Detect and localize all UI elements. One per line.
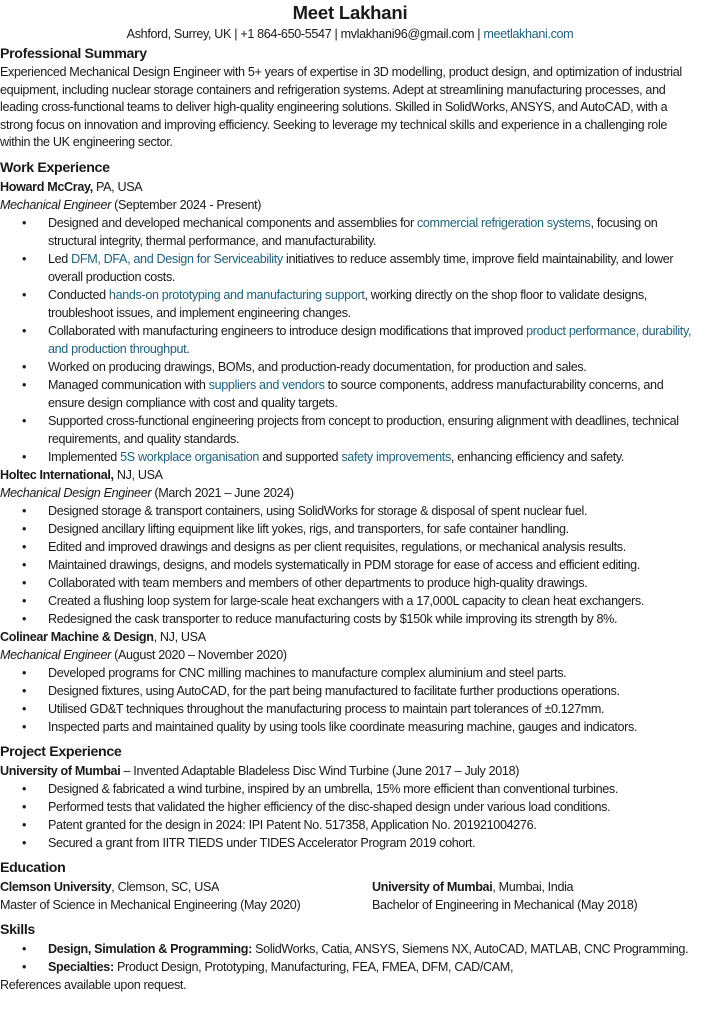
list-item <box>0 358 700 376</box>
bullet-text: to source components, address manufacturability concerns, and ensure design compliance with cost and quality targets. <box>48 377 664 410</box>
bullet-icon: • <box>22 521 27 536</box>
project-description: – Invented Adaptable Bladeless Disc Wind Turbine (June 2017 – July 2018) <box>120 763 520 778</box>
list-item <box>0 780 700 798</box>
list-item <box>0 592 700 610</box>
candidate-name: Meet Lakhani <box>292 2 408 23</box>
job-header <box>0 178 700 196</box>
bullet-text: Worked on producing drawings, BOMs, and production-ready documentation, for production and sales. <box>48 359 587 374</box>
work-heading: Work Experience <box>0 159 110 176</box>
bullet-text: Implemented <box>48 449 121 464</box>
bullet-icon: • <box>22 835 27 850</box>
bullet-text: Led <box>48 251 72 266</box>
list-item <box>0 520 700 538</box>
company-location: , NJ, USA <box>153 629 206 644</box>
phone: +1 864-650-5547 <box>240 27 332 41</box>
bullet-text: , enhancing efficiency and safety. <box>450 449 625 464</box>
project-org: University of Mumbai <box>0 763 121 778</box>
bullet-text: initiatives to reduce assembly time, improve field maintainability, and lower overall production costs. <box>48 251 674 284</box>
school-location: , Mumbai, India <box>492 879 574 894</box>
degree: Bachelor of Engineering in Mechanical (May 2018) <box>372 897 638 912</box>
list-item <box>0 448 700 466</box>
degree: Master of Science in Mechanical Engineering (May 2020) <box>0 897 301 912</box>
list-item <box>0 376 700 412</box>
bullet-text: and supported <box>259 449 342 464</box>
skill-value: Product Design, Prototyping, Manufacturing, FEA, FMEA, DFM, CAD/CAM, <box>113 959 514 974</box>
skill-value: SolidWorks, Catia, ANSYS, Siemens NX, AutoCAD, MATLAB, CNC Programming. <box>251 941 689 956</box>
bullet-text: Collaborated with manufacturing engineers to introduce design modifications that improved <box>48 323 527 338</box>
list-item <box>0 250 700 286</box>
list-item <box>0 610 700 628</box>
website-link[interactable]: meetlakhani.com <box>483 27 574 41</box>
bullet-text: Supported cross-functional engineering projects from concept to production, ensuring alignment with deadlines, technical requirements, and quality standards. <box>48 413 679 446</box>
bullet-text: Edited and improved drawings and designs as per client requisites, regulations, or mechanical analysis results. <box>48 539 626 554</box>
summary-heading: Professional Summary <box>0 46 147 62</box>
list-item <box>0 502 700 520</box>
job-role-line <box>0 196 700 214</box>
highlight-text: DFM, DFA, and Design for Serviceability <box>71 251 283 266</box>
bullet-icon: • <box>22 719 27 734</box>
bullet-icon: • <box>22 817 27 832</box>
bullet-text: Maintained drawings, designs, and models systematically in PDM storage for ease of access and efficient editing. <box>48 557 640 572</box>
bullet-text: Utilised GD&T techniques throughout the manufacturing process to maintain part tolerances of ±0.127mm. <box>48 701 605 716</box>
list-item <box>0 718 700 736</box>
bullet-text: Designed & fabricated a wind turbine, inspired by an umbrella, 15% more efficient than conventional turbines. <box>48 781 618 796</box>
bullet-icon: • <box>22 215 27 230</box>
job-entry <box>0 178 700 466</box>
job-entry <box>0 628 700 736</box>
list-item <box>0 682 700 700</box>
bullet-icon: • <box>22 377 27 392</box>
job-bullets <box>0 214 700 466</box>
references-note: References available upon request. <box>0 977 187 992</box>
job-dates: (August 2020 – November 2020) <box>110 647 287 662</box>
separator: | <box>231 27 241 41</box>
bullet-text: Inspected parts and maintained quality by using tools like coordinate measuring machine, gauges and indicators. <box>48 719 638 734</box>
highlight-text: product performance, durability, and production throughput <box>48 323 692 356</box>
bullet-icon: • <box>22 701 27 716</box>
list-item <box>0 834 700 852</box>
job-entry <box>0 466 700 628</box>
summary-text: Experienced Mechanical Design Engineer with 5+ years of expertise in 3D modelling, product design, and optimization of industrial equipment, including nuclear storage containers and refrigeration systems. Adept at streamlining manufacturing processes, and leading cross-functional teams to deliver high-quality engineering solutions. Skilled in SolidWorks, ANSYS, and AutoCAD, with a strong focus on innovation and improving efficiency. Seeking to leverage my technical skills and experience in a challenging role within the UK engineering sector. <box>0 65 682 150</box>
bullet-icon: • <box>22 665 27 680</box>
bullet-text: Patent granted for the design in 2024: IPI Patent No. 517358, Application No. 201921004276. <box>48 817 537 832</box>
contact-line <box>0 25 700 43</box>
bullet-text: Designed fixtures, using AutoCAD, for the part being manufactured to facilitate further productions operations. <box>48 683 620 698</box>
job-dates: (September 2024 - Present) <box>110 197 262 212</box>
bullet-icon: • <box>22 683 27 698</box>
company-name: Holtec International, <box>0 467 114 482</box>
bullet-icon: • <box>22 251 27 266</box>
project-header <box>0 762 700 780</box>
list-item <box>0 214 700 250</box>
separator: | <box>331 27 341 41</box>
bullet-text: , working directly on the shop floor to validate designs, troubleshoot issues, and implement engineering changes. <box>48 287 647 320</box>
job-role-line <box>0 484 700 502</box>
job-role: Mechanical Engineer <box>0 647 111 662</box>
highlight-text: safety improvements <box>341 449 451 464</box>
list-item <box>0 286 700 322</box>
list-item <box>0 664 700 682</box>
job-bullets <box>0 664 700 736</box>
separator: | <box>474 27 484 41</box>
education-entry <box>0 878 372 914</box>
job-role-line <box>0 646 700 664</box>
bullet-icon: • <box>22 575 27 590</box>
education-entry <box>372 878 700 914</box>
highlight-text: suppliers and vendors <box>208 377 325 392</box>
bullet-text: Collaborated with team members and members of other departments to produce high-quality drawings. <box>48 575 588 590</box>
location: Ashford, Surrey, UK <box>126 27 232 41</box>
skill-label: Design, Simulation & Programming: <box>48 941 252 956</box>
school-name: University of Mumbai <box>372 879 493 894</box>
job-bullets <box>0 502 700 628</box>
bullet-icon: • <box>22 503 27 518</box>
bullet-icon: • <box>22 557 27 572</box>
projects-heading: Project Experience <box>0 743 122 760</box>
company-location: NJ, USA <box>113 467 163 482</box>
list-item <box>0 574 700 592</box>
company-name: Colinear Machine & Design <box>0 629 154 644</box>
bullet-text: Redesigned the cask transporter to reduce manufacturing costs by $150k while improving its strength by 8%. <box>48 611 618 626</box>
bullet-icon: • <box>22 449 27 464</box>
skills-list <box>0 940 700 976</box>
school-name: Clemson University <box>0 879 112 894</box>
job-header <box>0 628 700 646</box>
list-item <box>0 958 700 976</box>
bullet-icon: • <box>22 359 27 374</box>
education-heading: Education <box>0 859 66 876</box>
job-role: Mechanical Design Engineer <box>0 485 152 500</box>
bullet-icon: • <box>22 799 27 814</box>
job-role: Mechanical Engineer <box>0 197 111 212</box>
bullet-icon: • <box>22 287 27 302</box>
bullet-text: Designed storage & transport containers, using SolidWorks for storage & disposal of spent nuclear fuel. <box>48 503 588 518</box>
list-item <box>0 322 700 358</box>
bullet-text: , focusing on structural integrity, thermal performance, and manufacturability. <box>48 215 658 248</box>
bullet-text: Designed ancillary lifting equipment like lift yokes, rigs, and transporters, for safe container handling. <box>48 521 569 536</box>
bullet-icon: • <box>22 941 27 956</box>
project-bullets <box>0 780 700 852</box>
list-item <box>0 412 700 448</box>
job-header <box>0 466 700 484</box>
skill-label: Specialties: <box>48 959 114 974</box>
highlight-text: 5S workplace organisation <box>120 449 260 464</box>
bullet-text: Performed tests that validated the higher efficiency of the disc-shaped design under various load conditions. <box>48 799 611 814</box>
email: mvlakhani96@gmail.com <box>340 27 475 41</box>
list-item <box>0 798 700 816</box>
bullet-text: Developed programs for CNC milling machines to manufacture complex aluminium and steel parts. <box>48 665 567 680</box>
bullet-icon: • <box>22 539 27 554</box>
bullet-text: Managed communication with <box>48 377 209 392</box>
bullet-text: Secured a grant from IITR TIEDS under TIDES Accelerator Program 2019 cohort. <box>48 835 476 850</box>
bullet-icon: • <box>22 413 27 428</box>
bullet-text: Conducted <box>48 287 109 302</box>
bullet-icon: • <box>22 593 27 608</box>
list-item <box>0 700 700 718</box>
bullet-icon: • <box>22 781 27 796</box>
list-item <box>0 940 700 958</box>
skills-heading: Skills <box>0 921 35 938</box>
bullet-text: . <box>186 341 190 356</box>
bullet-icon: • <box>22 959 27 974</box>
bullet-icon: • <box>22 323 27 338</box>
education-grid <box>0 878 700 914</box>
school-location: , Clemson, SC, USA <box>111 879 220 894</box>
list-item <box>0 816 700 834</box>
bullet-text: Designed and developed mechanical components and assemblies for <box>48 215 417 230</box>
list-item <box>0 556 700 574</box>
list-item <box>0 538 700 556</box>
bullet-icon: • <box>22 611 27 626</box>
highlight-text: hands-on prototyping and manufacturing support <box>108 287 365 302</box>
highlight-text: commercial refrigeration systems <box>416 215 591 230</box>
company-location: PA, USA <box>92 179 143 194</box>
bullet-text: Created a flushing loop system for large-scale heat exchangers with a 17,000L capacity to clean heat exchangers. <box>48 593 644 608</box>
company-name: Howard McCray, <box>0 179 93 194</box>
job-dates: (March 2021 – June 2024) <box>151 485 294 500</box>
